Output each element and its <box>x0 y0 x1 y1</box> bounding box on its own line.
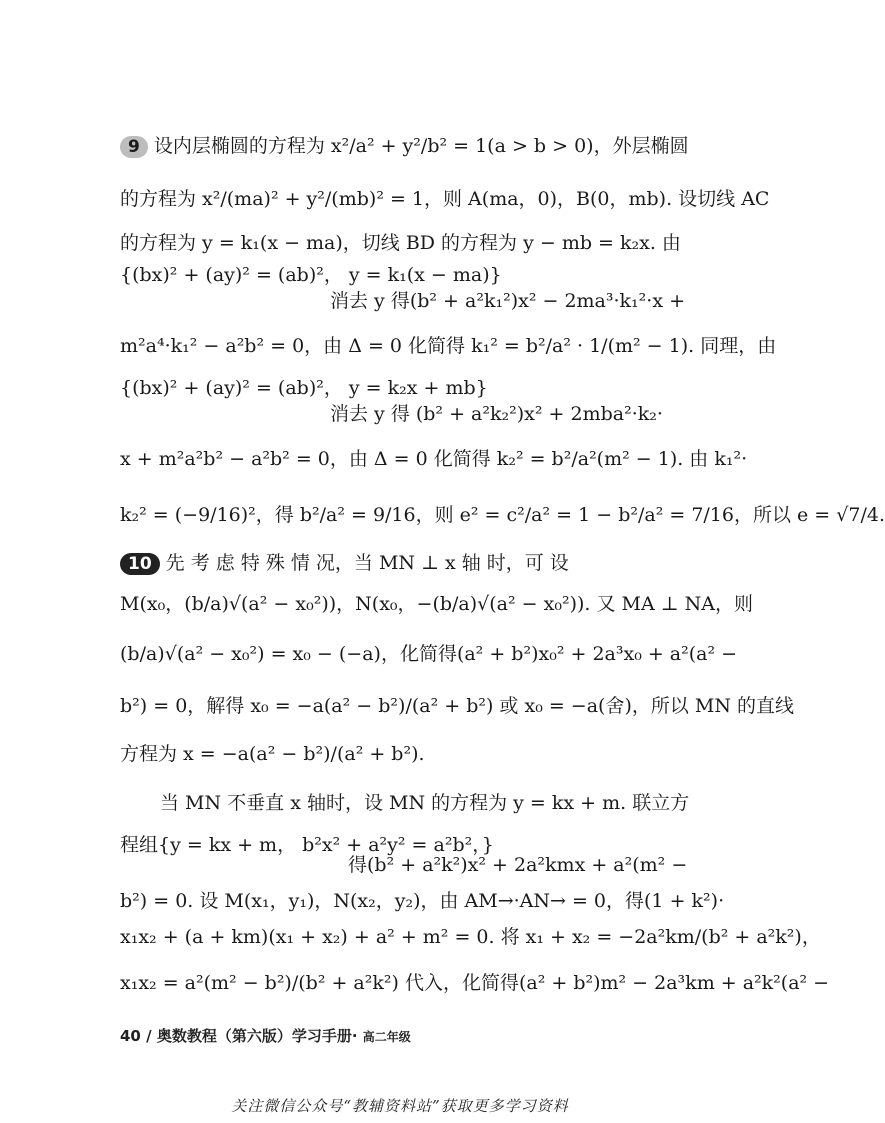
problem10-line-1: 10 先 考 虑 特 殊 情 况，当 MN ⊥ x 轴 时，可 设 <box>120 550 686 576</box>
problem10-line-9: x₁x₂ + (a + km)(x₁ + x₂) + a² + m² = 0. 将 x₁ + x₂ = −2a²km/(b² + a²k²)， <box>120 926 821 948</box>
footer-separator: / <box>146 1027 152 1045</box>
grade-label: 高二年级 <box>362 1030 411 1044</box>
problem10-line-7: 得(b² + a²k²)x² + 2a²kmx + a²(m² − <box>348 854 688 876</box>
problem9-line-6: 消去 y 得 (b² + a²k₂²)x² + 2mba²·k₂· <box>330 403 663 425</box>
problem9-line-4: 消去 y 得(b² + a²k₁²)x² − 2ma³·k₁²·x + <box>330 290 685 312</box>
problem10-line-2: M(x₀，(b/a)√(a² − x₀²))，N(x₀，−(b/a)√(a² − x₀²)). 又 MA ⊥ NA，则 <box>120 593 753 615</box>
book-title: 奥数教程（第六版）学习手册· <box>156 1027 358 1045</box>
page-footer <box>120 1025 411 1046</box>
problem9-line-7: x + m²a²b² − a²b² = 0，由 Δ = 0 化简得 k₂² = b²/a²(m² − 1). 由 k₁²· <box>120 448 748 470</box>
problem9-line-2: 的方程为 x²/(ma)² + y²/(mb)² = 1，则 A(ma，0)，B(0，mb). 设切线 AC <box>120 188 770 210</box>
problem9-line-8: k₂² = (−9/16)²，得 b²/a² = 9/16，则 e² = c²/a² = 1 − b²/a² = 7/16，所以 e = √7/4. <box>120 504 885 526</box>
problem-number-badge: 9 <box>120 136 148 158</box>
problem10-line-10: x₁x₂ = a²(m² − b²)/(b² + a²k²) 代入，化简得(a² + b²)m² − 2a³km + a²k²(a² − <box>120 972 830 994</box>
problem10-line-4: b²) = 0，解得 x₀ = −a(a² − b²)/(a² + b²) 或 x₀ = −a(舍)，所以 MN 的直线 <box>120 695 795 717</box>
problem10-line-6: 当 MN 不垂直 x 轴时，设 MN 的方程为 y = kx + m. 联立方 <box>160 792 690 814</box>
problem10-system: 程组{y = kx + m， b²x² + a²y² = a²b²，} <box>120 834 494 856</box>
page-number: 40 <box>120 1027 141 1045</box>
problem9-line-5: m²a⁴·k₁² − a²b² = 0，由 Δ = 0 化简得 k₁² = b²/a² · 1/(m² − 1). 同理，由 <box>120 335 777 357</box>
watermark-text: 关注微信公众号“教辅资料站”获取更多学习资料 <box>231 1097 569 1115</box>
problem10-line-8: b²) = 0. 设 M(x₁，y₁)，N(x₂，y₂)，由 AM→·AN→ = 0，得(1 + k²)· <box>120 890 725 912</box>
problem9-line-1: 9 设内层椭圆的方程为 x²/a² + y²/b² = 1(a > b > 0)，外层椭圆 <box>120 133 686 159</box>
problem9-system-1: {(bx)² + (ay)² = (ab)²， y = k₁(x − ma)} <box>120 264 502 286</box>
problem10-line-5: 方程为 x = −a(a² − b²)/(a² + b²). <box>120 743 425 765</box>
problem9-system-2: {(bx)² + (ay)² = (ab)²， y = k₂x + mb} <box>120 377 488 399</box>
problem10-line-3: (b/a)√(a² − x₀²) = x₀ − (−a)，化简得(a² + b²)x₀² + 2a³x₀ + a²(a² − <box>120 643 738 665</box>
problem9-line-3: 的方程为 y = k₁(x − ma)，切线 BD 的方程为 y − mb = k₂x. 由 <box>120 232 681 254</box>
problem-number-badge: 10 <box>120 553 160 575</box>
